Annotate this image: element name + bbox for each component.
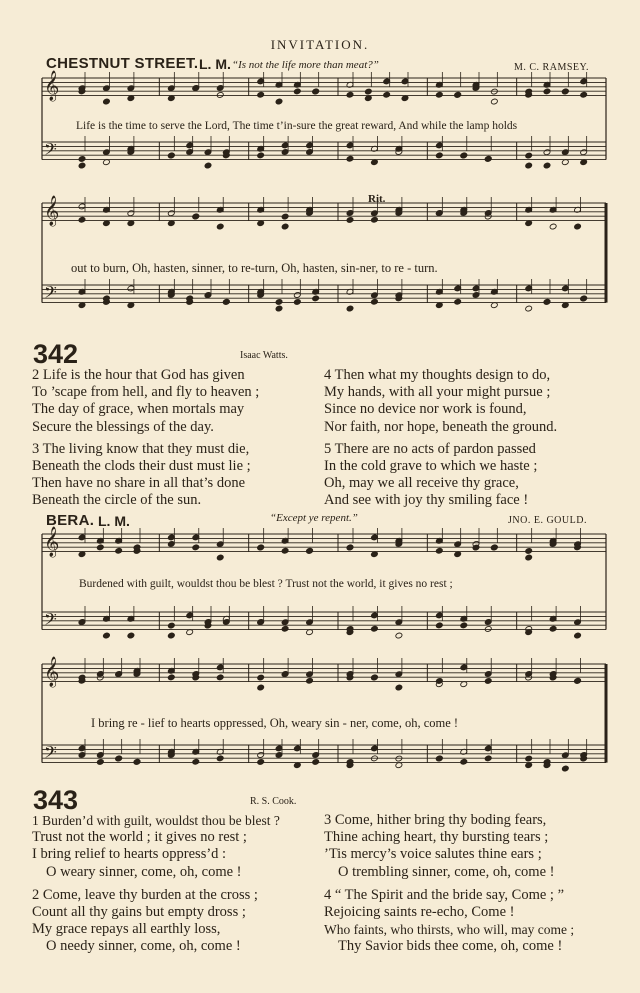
verse-line: 2 Life is the hour that God has given: [32, 367, 245, 383]
lyrics-line: I bring re - lief to hearts oppressed, Oh, weary sin - ner, come, oh, come !: [91, 716, 459, 730]
meter: L. M.: [199, 56, 231, 72]
author: Isaac Watts.: [240, 350, 288, 361]
verse-line: Trust not the world ; it gives no rest ;: [32, 829, 247, 846]
treble-clef-icon: 𝄞: [44, 526, 60, 557]
verse-line: O trembling sinner, come, oh, come !: [338, 863, 555, 880]
note-head: [312, 759, 320, 766]
note-head: [574, 677, 582, 684]
note-head: [306, 677, 314, 684]
note-head: [115, 755, 123, 762]
verse-line: Rejoicing saints re-echo, Come !: [324, 904, 515, 921]
note-head: [395, 684, 403, 691]
verse-line: Nor faith, nor hope, beneath the ground.: [324, 418, 558, 435]
verse-line: 1 Burden’d with guilt, wouldst thou be blest ?: [32, 813, 280, 828]
epigraph: “Except ye repent.”: [270, 512, 358, 524]
author: R. S. Cook.: [250, 796, 297, 807]
verse-line: Beneath the clods their dust must lie ;: [32, 458, 251, 475]
verse-line: My grace repays all earthly loss,: [32, 921, 221, 938]
note-head: [257, 684, 265, 691]
verse-line: I bring relief to hearts oppress’d :: [32, 846, 227, 863]
verse-line: O weary sinner, come, oh, come !: [46, 863, 242, 880]
note-head: [257, 759, 265, 766]
epigraph: “Is not the life more than meat?”: [232, 59, 379, 71]
verse-line: Thy Savior bids thee come, oh, come !: [338, 938, 563, 955]
verse: [32, 812, 280, 881]
verse-line: In the cold grave to which we haste ;: [324, 458, 538, 475]
verse-line: Thine aching heart, thy bursting tears ;: [324, 829, 549, 846]
bass-clef-icon: 𝄢: [44, 281, 57, 306]
hymn-number: 343: [33, 785, 79, 815]
composer: JNO. E. GOULD.: [508, 515, 587, 526]
note-head: [484, 755, 492, 762]
composer: M. C. RAMSEY.: [514, 62, 589, 73]
bass-clef-icon: 𝄢: [44, 741, 57, 766]
bass-clef-icon: 𝄢: [44, 138, 57, 163]
verse-line: Beneath the circle of the sun.: [32, 492, 202, 509]
note-head: [133, 758, 141, 765]
verse-line: 3 The living know that they must die,: [32, 440, 250, 457]
note-head: [216, 674, 224, 681]
verse-block-right: [324, 812, 574, 956]
verse-line: And see with joy thy smiling face !: [324, 492, 529, 509]
lyrics-line: Burdened with guilt, wouldst thou be blest ? Trust not the world, it gives no rest ;: [79, 578, 453, 590]
verse-line: My hands, with all your might pursue ;: [324, 384, 551, 401]
treble-clef-icon: 𝄞: [44, 70, 60, 101]
note-head: [525, 755, 533, 762]
verse-line: 3 Come, hither bring thy boding fears,: [324, 812, 547, 828]
note-head: [192, 758, 200, 765]
verse: [324, 812, 574, 881]
note-head: [371, 674, 379, 681]
verse-line: The day of grace, when mortals may: [32, 401, 245, 418]
tune-name: CHESTNUT STREET.: [46, 55, 199, 72]
verse-block-left: [32, 812, 280, 956]
treble-clef-icon: 𝄞: [44, 195, 60, 226]
note-head: [460, 758, 468, 765]
note-head: [562, 765, 570, 772]
verse-line: To ’scape from hell, and fly to heaven ;: [32, 384, 260, 401]
meter: L. M.: [98, 513, 130, 529]
verse: [32, 887, 280, 956]
lyrics-line: Life is the time to serve the Lord, The time t’in-sure the great reward, And while the lamp holds: [76, 120, 518, 132]
note-head: [168, 674, 176, 681]
treble-clef-icon: 𝄞: [44, 656, 60, 687]
verse-line: 2 Come, leave thy burden at the cross ;: [32, 886, 258, 903]
hymn-number: 342: [33, 339, 79, 369]
verse-line: 5 There are no acts of pardon passed: [324, 440, 536, 457]
note-head: [436, 755, 444, 762]
lyrics-line: out to burn, Oh, hasten, sinner, to re-turn, Oh, hasten, sin-ner, to re - turn.: [71, 261, 438, 275]
ritardando-marking: Rit.: [368, 193, 386, 205]
note-head: [97, 759, 105, 766]
verse-line: ’Tis mercy’s voice salutes thine ears ;: [324, 846, 542, 863]
verse-line: 4 “ The Spirit and the bride say, Come ; ”: [324, 886, 565, 903]
note-head: [484, 678, 492, 685]
verse-line: Count all thy gains but empty dross ;: [32, 904, 246, 921]
verse-line: 4 Then what my thoughts design to do,: [324, 367, 551, 383]
tune-name: BERA.: [46, 512, 95, 529]
bass-clef-icon: 𝄢: [44, 608, 57, 633]
verse-line: Since no device nor work is found,: [324, 401, 527, 418]
verse-line: O needy sinner, come, oh, come !: [46, 938, 241, 955]
verse-line: Who faints, who thirsts, who will, may come ;: [324, 922, 575, 938]
page-header: INVITATION.: [270, 37, 370, 52]
verse-line: Then have no share in all that’s done: [32, 475, 246, 492]
verse: [324, 887, 574, 956]
verse-line: Secure the blessings of the day.: [32, 418, 214, 435]
note-head: [216, 755, 224, 762]
note-head: [257, 674, 265, 681]
verse-line: Oh, may we all receive thy grace,: [324, 475, 519, 492]
